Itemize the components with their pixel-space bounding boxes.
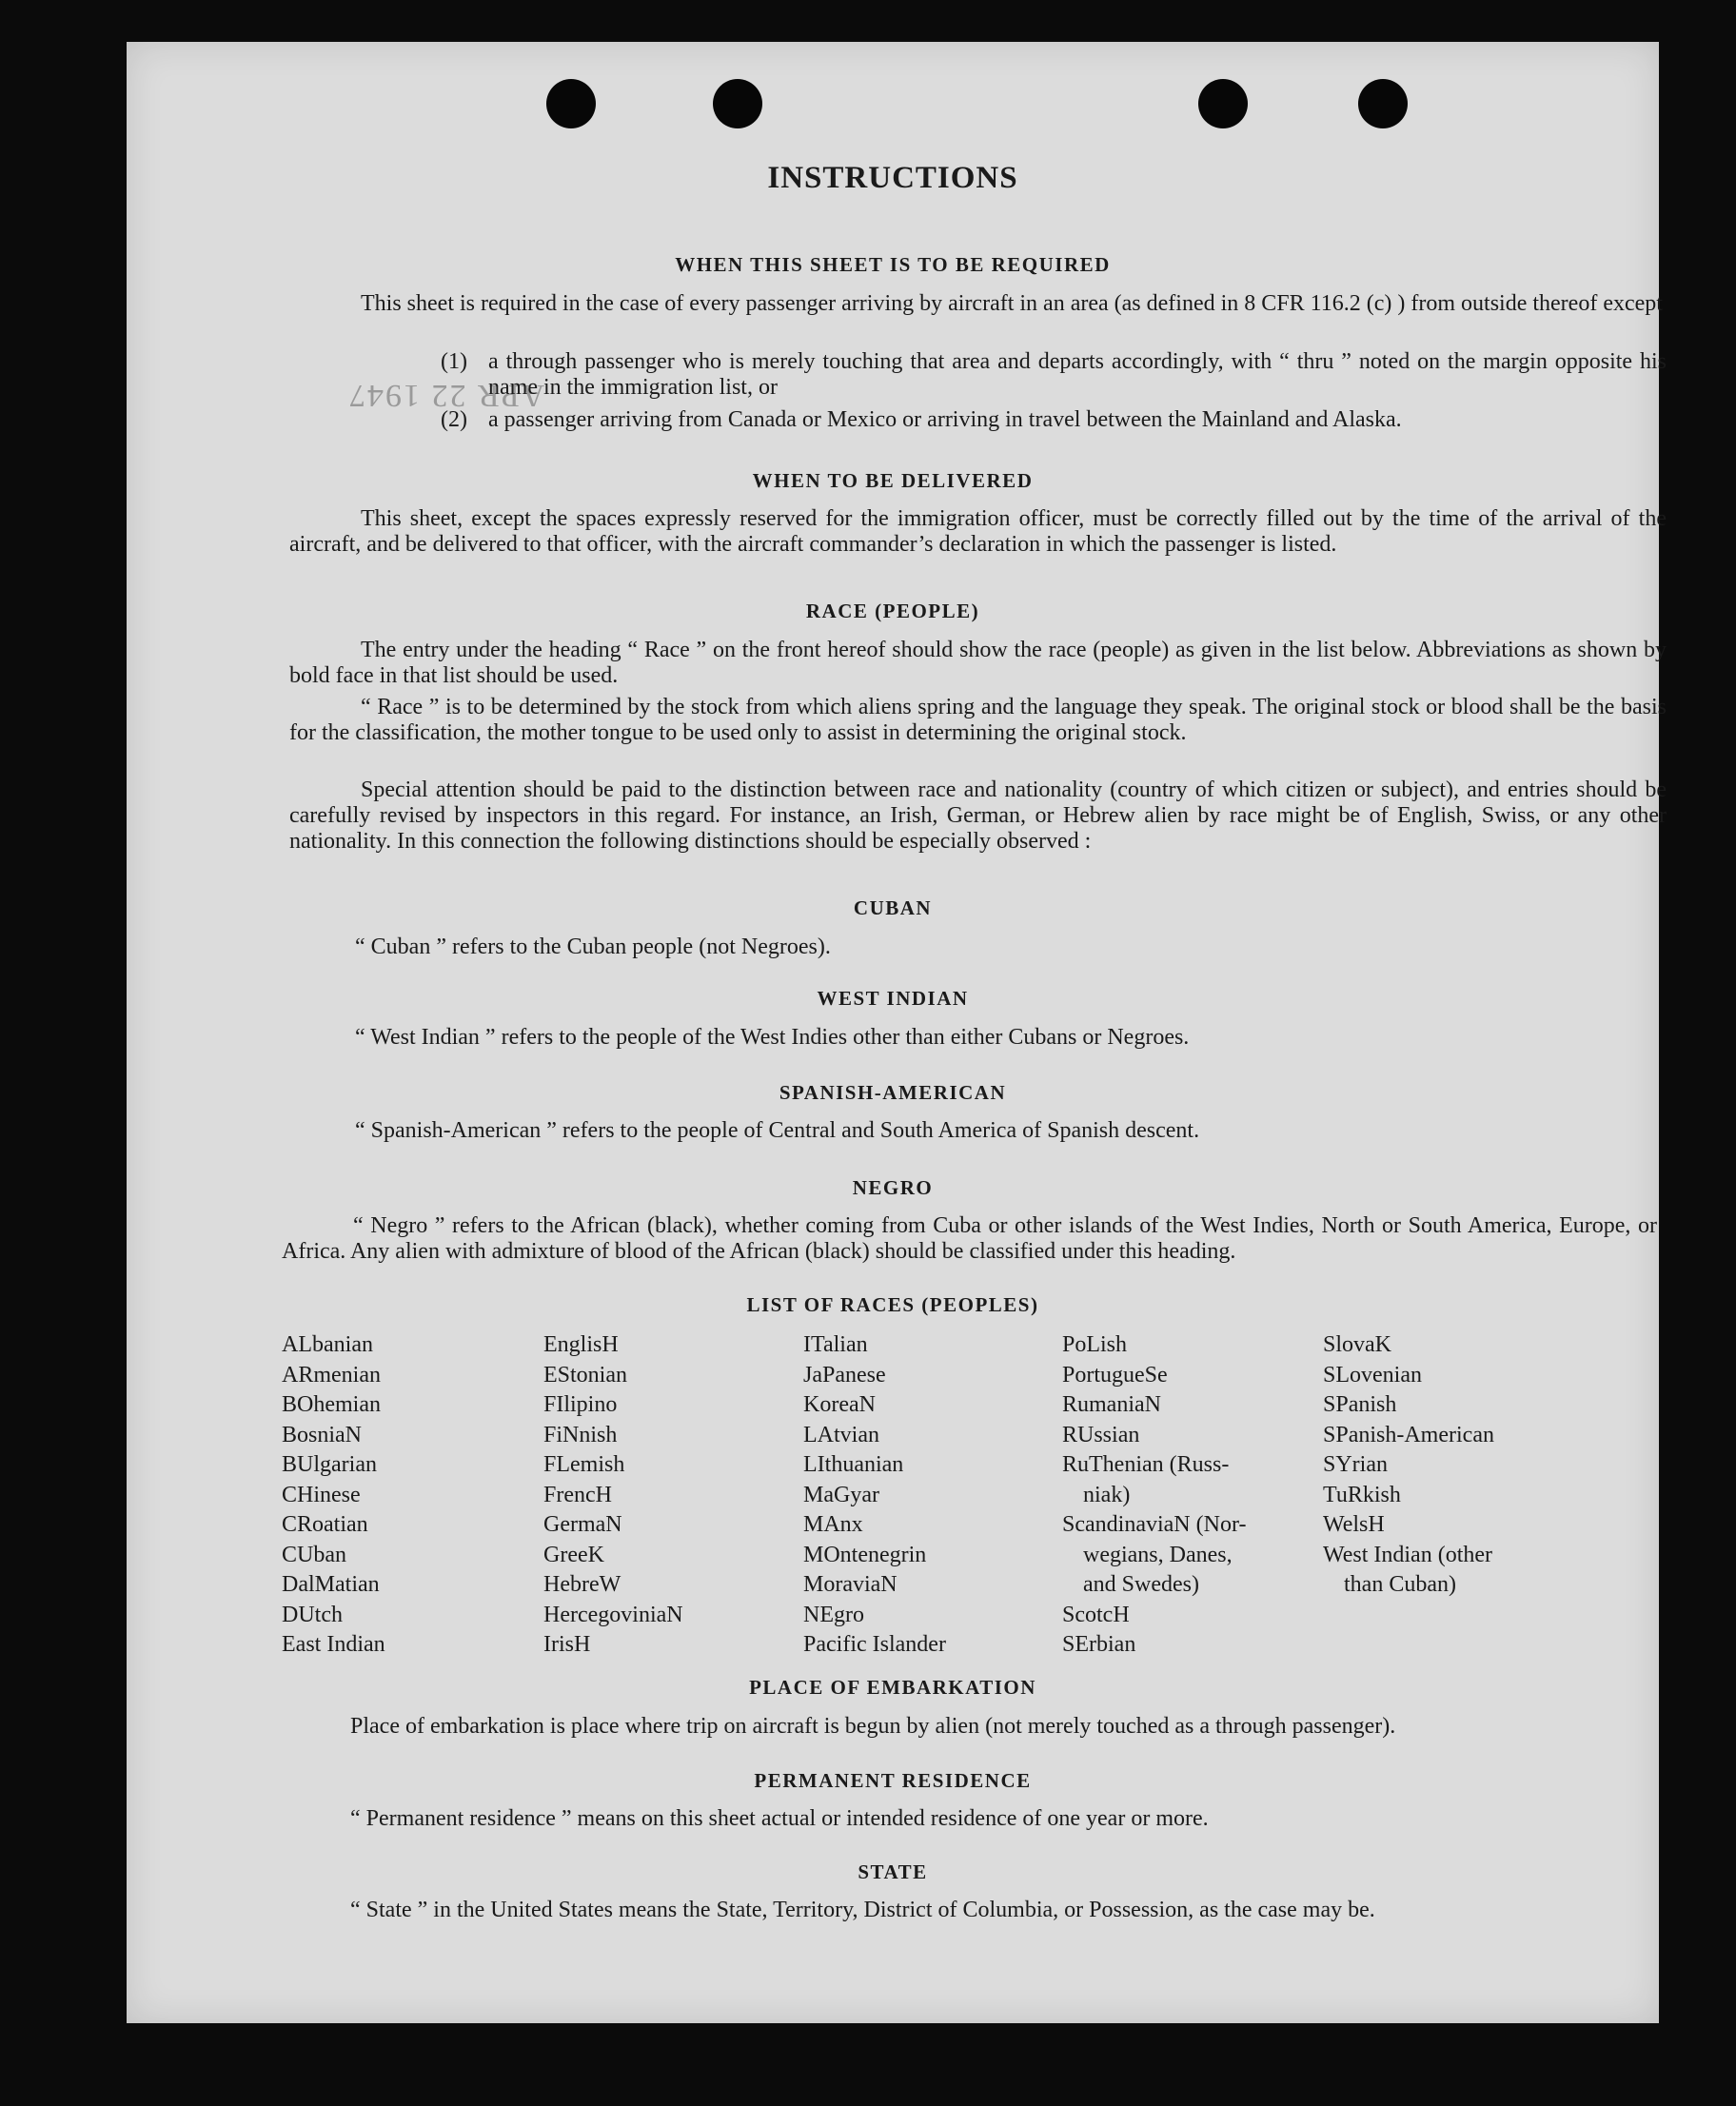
race-paragraph-2: “ Race ” is to be determined by the stock from which aliens spring and the language they speak. The original stock or blood shall be the basis for the classification, the mother tongue to be used only to assist in determining the original stock. — [289, 695, 1667, 745]
races-column-1 — [282, 1330, 548, 1661]
race-entry: Pacific Islander — [803, 1632, 946, 1657]
races-column-2 — [543, 1330, 810, 1661]
race-entry: RumaniaN — [1062, 1392, 1161, 1417]
race-entry: SErbian — [1062, 1632, 1136, 1657]
race-entry: MAnx — [803, 1512, 863, 1537]
race-entry: BUlgarian — [282, 1452, 377, 1477]
negro-text: “ Negro ” refers to the African (black), whether coming from Cuba or other islands of the West Indies, North or South America, Europe, or Africa. Any alien with admixture of blood of the African (black) should be classified under this heading. — [282, 1213, 1657, 1264]
heading-cuban: CUBAN — [853, 896, 933, 919]
heading-permanent-residence: PERMANENT RESIDENCE — [754, 1769, 1032, 1792]
heading-negro: NEGRO — [852, 1176, 934, 1199]
race-entry: HercegoviniaN — [543, 1602, 683, 1627]
race-paragraph-3: Special attention should be paid to the distinction between race and nationality (country of which citizen or subject), and entries should be carefully revised by inspectors in this regard. For instance, an Irish, German, or Hebrew alien by race might be of English, Swiss, or any other nationality. In this connection the following distinctions should be especially observed : — [289, 777, 1667, 854]
race-entry: FrencH — [543, 1482, 612, 1507]
required-item-1-number: (1) — [441, 349, 467, 374]
races-column-3 — [803, 1330, 1070, 1661]
race-entry: PoLish — [1062, 1332, 1128, 1357]
race-entry: MaGyar — [803, 1482, 879, 1507]
race-entry: SlovaK — [1323, 1332, 1391, 1357]
page-title: INSTRUCTIONS — [767, 161, 1018, 195]
race-entry: LAtvian — [803, 1422, 879, 1447]
races-list — [282, 1330, 1633, 1663]
date-stamp: APR 22 1947 — [347, 378, 545, 413]
race-entry: PortugueSe — [1062, 1362, 1168, 1388]
embarkation-text: Place of embarkation is place where trip on aircraft is begun by alien (not merely touched as a through passenger). — [350, 1714, 1396, 1739]
race-entry: TuRkish — [1323, 1482, 1401, 1507]
heading-race: RACE (PEOPLE) — [805, 600, 980, 622]
race-entry: West Indian (other — [1323, 1542, 1493, 1567]
delivered-text: This sheet, except the spaces expressly reserved for the immigration officer, must be correctly filled out by the time of the arrival of the aircraft, and be delivered to that officer, with the aircraft commander’s declaration in which the passenger is listed. — [289, 506, 1667, 557]
race-entry: RUssian — [1062, 1422, 1140, 1447]
race-entry: GreeK — [543, 1542, 604, 1567]
race-entry: FLemish — [543, 1452, 625, 1477]
race-entry: MoraviaN — [803, 1572, 898, 1597]
race-entry: SPanish — [1323, 1392, 1397, 1417]
races-column-5 — [1323, 1330, 1589, 1601]
race-entry: JaPanese — [803, 1362, 886, 1388]
race-entry: than Cuban) — [1344, 1572, 1456, 1597]
race-entry: IrisH — [543, 1632, 591, 1657]
heading-when-required: WHEN THIS SHEET IS TO BE REQUIRED — [675, 253, 1111, 276]
race-entry: CHinese — [282, 1482, 361, 1507]
race-entry: LIthuanian — [803, 1452, 904, 1477]
race-entry: East Indian — [282, 1632, 385, 1657]
race-entry: ARmenian — [282, 1362, 381, 1388]
race-entry: GermaN — [543, 1512, 622, 1537]
state-text: “ State ” in the United States means the State, Territory, District of Columbia, or Possession, as the case may be. — [350, 1898, 1375, 1922]
required-item-1 — [441, 349, 1667, 401]
race-entry: and Swedes) — [1083, 1572, 1199, 1597]
race-entry: SPanish-American — [1323, 1422, 1494, 1447]
heading-list-of-races: LIST OF RACES (PEOPLES) — [746, 1293, 1039, 1316]
race-entry: BosniaN — [282, 1422, 362, 1447]
required-item-2-text: a passenger arriving from Canada or Mexico or arriving in travel between the Mainland and Alaska. — [488, 407, 1402, 432]
race-entry: BOhemian — [282, 1392, 381, 1417]
heading-state: STATE — [858, 1860, 928, 1883]
race-entry: EStonian — [543, 1362, 627, 1388]
race-entry: FiNnish — [543, 1422, 618, 1447]
race-entry: WelsH — [1323, 1512, 1385, 1537]
document-sheet — [127, 42, 1667, 2023]
heading-spanish-american: SPANISH-AMERICAN — [779, 1081, 1007, 1104]
race-entry: CUban — [282, 1542, 346, 1567]
race-entry: EnglisH — [543, 1332, 619, 1357]
race-entry: HebreW — [543, 1572, 621, 1597]
heading-west-indian: WEST INDIAN — [817, 987, 969, 1010]
race-entry: ScotcH — [1062, 1602, 1130, 1627]
required-item-2 — [441, 407, 1667, 459]
heading-place-of-embarkation: PLACE OF EMBARKATION — [749, 1676, 1036, 1699]
race-entry: ITalian — [803, 1332, 868, 1357]
race-entry: SYrian — [1323, 1452, 1388, 1477]
race-entry: CRoatian — [282, 1512, 368, 1537]
race-entry: niak) — [1083, 1482, 1131, 1507]
race-entry: ScandinaviaN (Nor- — [1062, 1512, 1247, 1537]
race-entry: wegians, Danes, — [1083, 1542, 1233, 1567]
required-item-1-text: a through passenger who is merely touching that area and departs accordingly, with “ thru ” noted on the margin opposite his name in the immigration list, or — [488, 349, 1667, 400]
race-entry: KoreaN — [803, 1392, 876, 1417]
required-item-2-number: (2) — [441, 407, 467, 432]
race-entry: DUtch — [282, 1602, 343, 1627]
heading-when-delivered: WHEN TO BE DELIVERED — [752, 469, 1034, 492]
race-entry: DalMatian — [282, 1572, 380, 1597]
race-entry: ALbanian — [282, 1332, 373, 1357]
races-column-4 — [1062, 1330, 1329, 1661]
west-indian-text: “ West Indian ” refers to the people of the West Indies other than either Cubans or Negroes. — [355, 1025, 1190, 1050]
race-entry: RuThenian (Russ- — [1062, 1452, 1230, 1477]
cuban-text: “ Cuban ” refers to the Cuban people (not Negroes). — [355, 935, 831, 959]
race-entry: SLovenian — [1323, 1362, 1422, 1388]
race-entry: NEgro — [803, 1602, 864, 1627]
race-entry: MOntenegrin — [803, 1542, 927, 1567]
race-entry: FIlipino — [543, 1392, 618, 1417]
race-paragraph-1: The entry under the heading “ Race ” on the front hereof should show the race (people) as given in the list below. Abbreviations as shown by bold face in that list should be used. — [289, 638, 1667, 688]
required-intro: This sheet is required in the case of every passenger arriving by aircraft in an area (as defined in 8 CFR 116.2 (c) ) from outside thereof except — [361, 291, 1663, 316]
spanish-american-text: “ Spanish-American ” refers to the people of Central and South America of Spanish descent. — [355, 1118, 1200, 1143]
residence-text: “ Permanent residence ” means on this sheet actual or intended residence of one year or more. — [350, 1806, 1209, 1831]
